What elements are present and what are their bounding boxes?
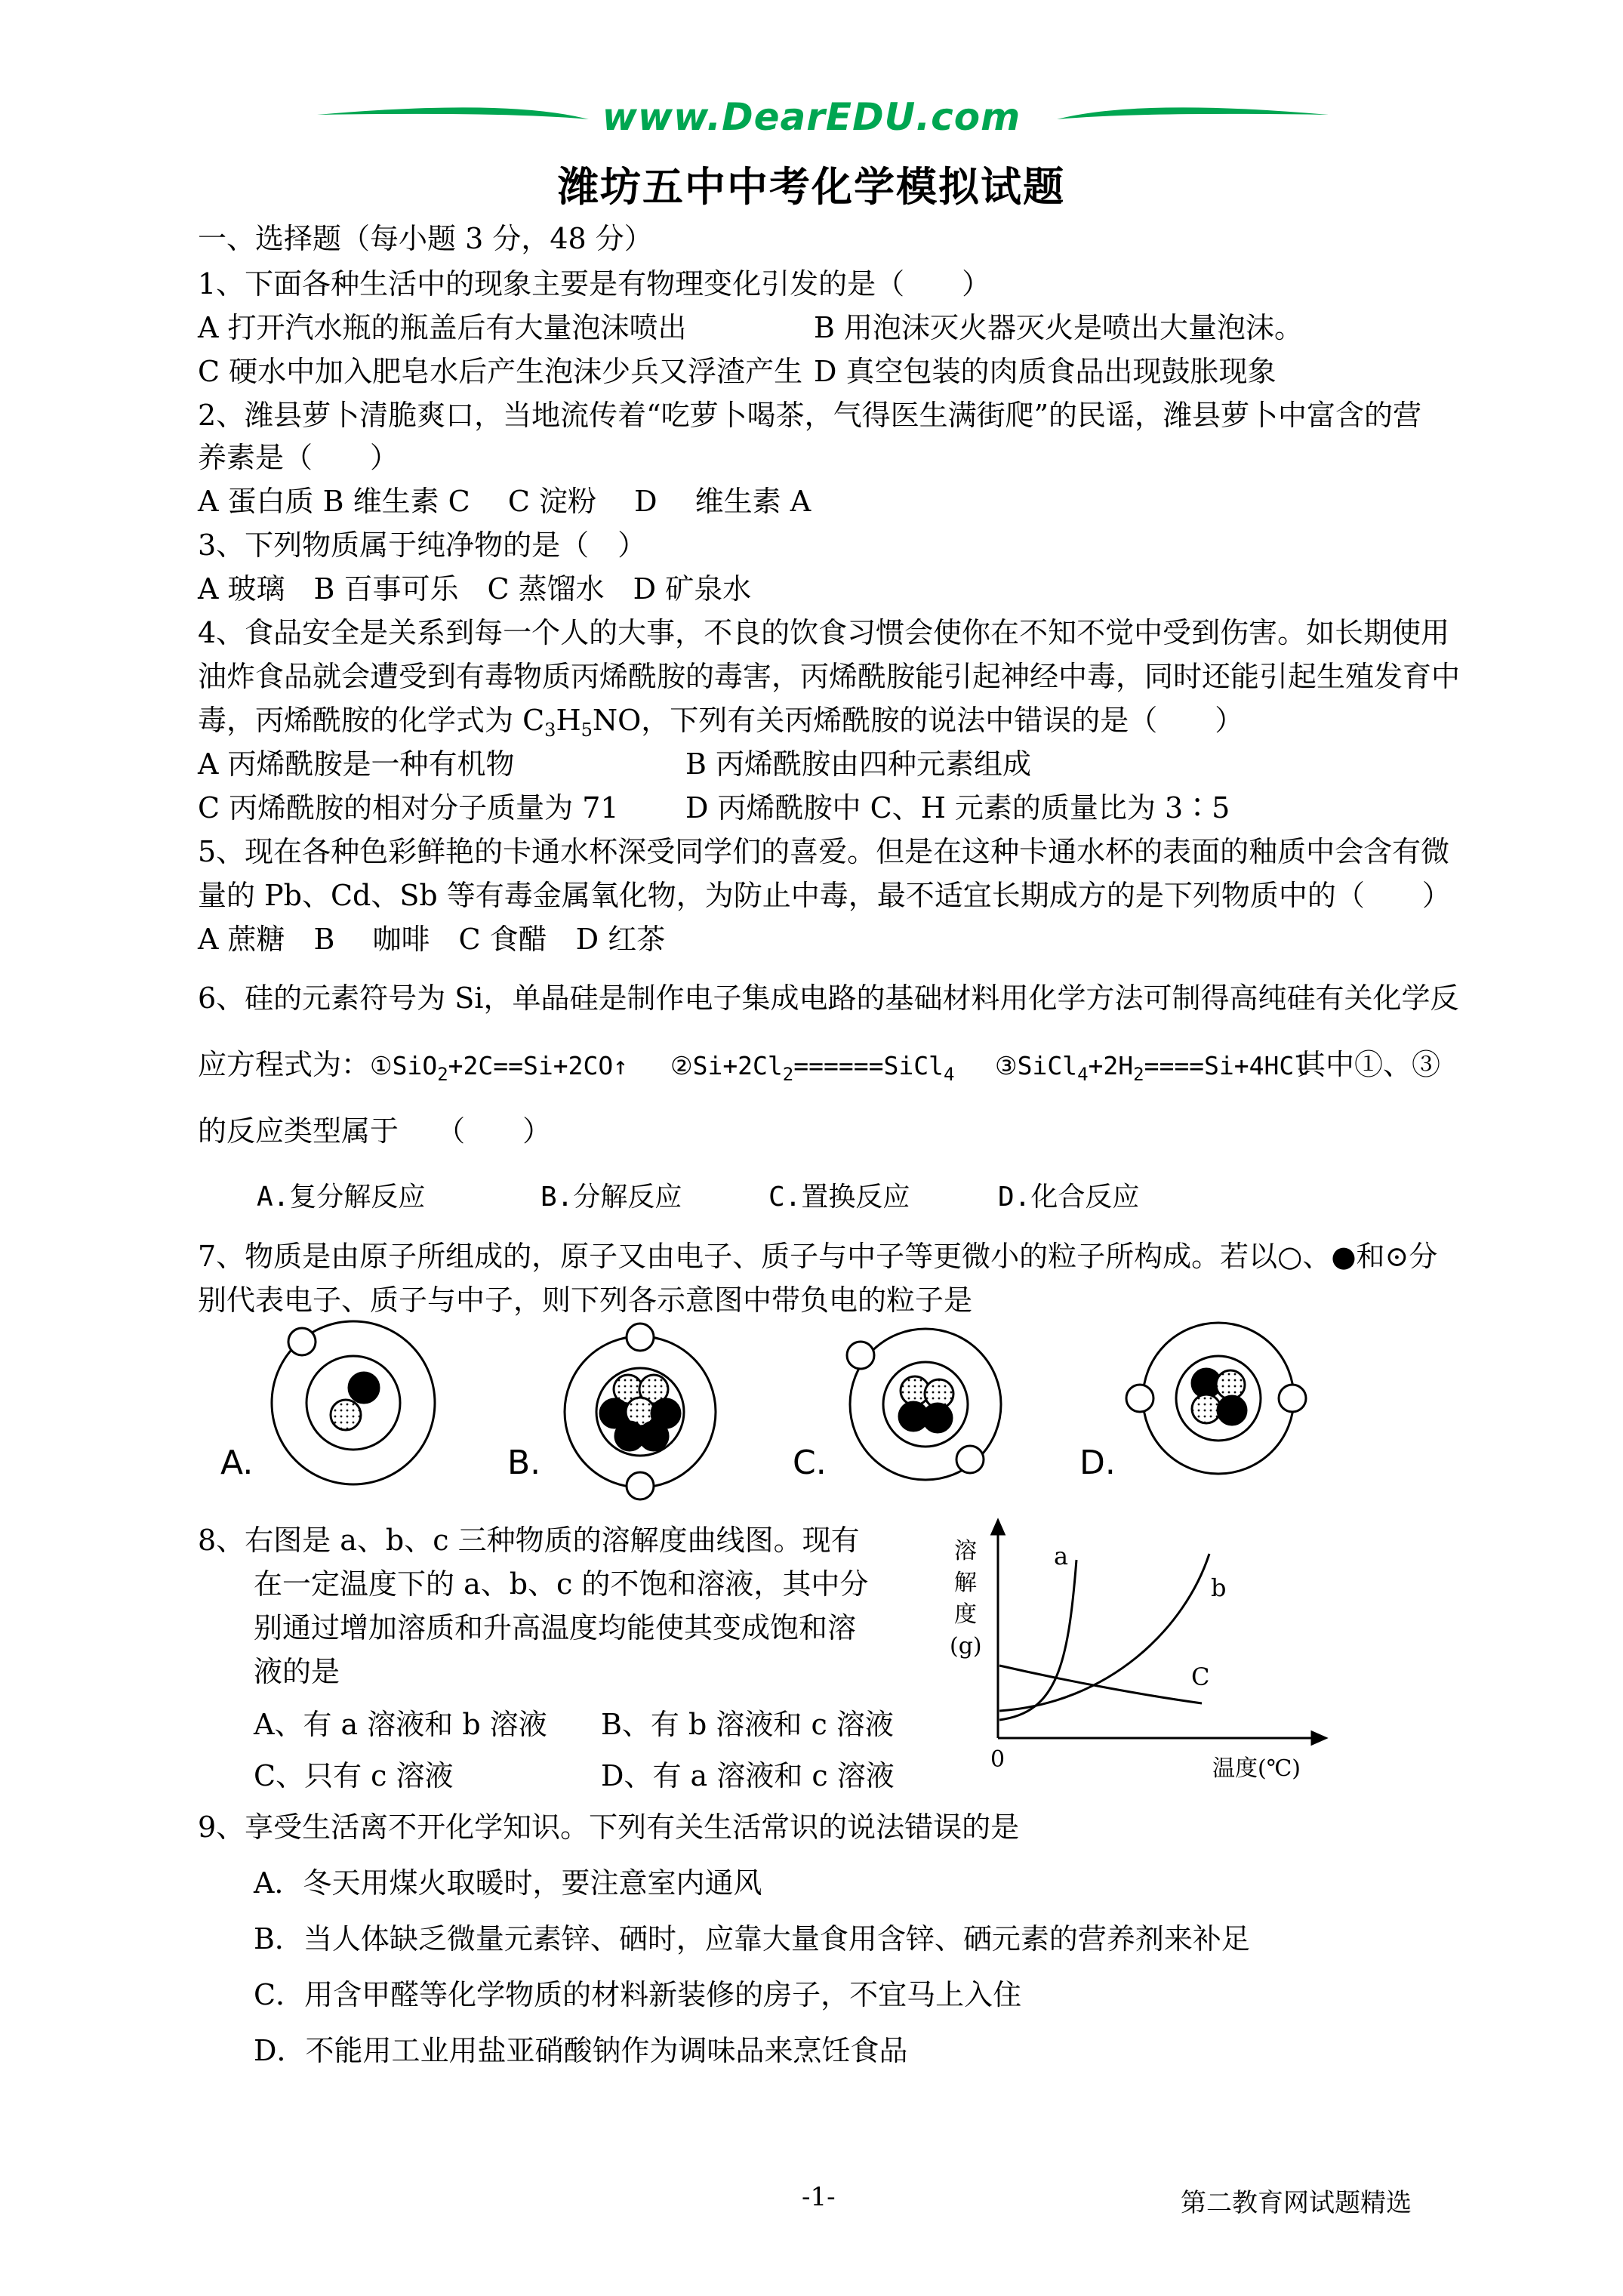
q4-option-d: D 丙烯酰胺中 C、H 元素的质量比为 3∶5 — [685, 791, 1230, 824]
origin-label: 0 — [990, 1746, 1006, 1773]
q9-option-c: C．用含甲醛等化学物质的材料新装修的房子，不宜马上入住 — [254, 1978, 1022, 2011]
q2-options: A 蛋白质 B 维生素 C C 淀粉 D 维生素 A — [198, 485, 812, 518]
atom-c — [847, 1329, 1001, 1480]
atom-label-d: D. — [1079, 1444, 1116, 1482]
series-b-label: b — [1211, 1573, 1227, 1602]
q2-stem-line2: 养素是（ ） — [198, 441, 399, 474]
section-heading: 一、选择题（每小题 3 分，48 分） — [198, 222, 653, 255]
q6-equation-lead: 应方程式为： — [198, 1048, 371, 1081]
x-axis-arrow — [1312, 1732, 1326, 1744]
q9-option-b: B．当人体缺乏微量元素锌、硒时，应靠大量食用含锌、硒元素的营养剂来补足 — [254, 1922, 1250, 1955]
q4-option-c: C 丙烯酰胺的相对分子质量为 71 — [198, 791, 619, 824]
atom-a-electron — [288, 1328, 316, 1355]
q1-stem: 1、下面各种生活中的现象主要是有物理变化引发的是（ ） — [198, 267, 991, 300]
q3-stem: 3、下列物质属于纯净物的是（ ） — [198, 529, 647, 562]
atom-d — [1126, 1323, 1306, 1474]
page-title: 潍坊五中中考化学模拟试题 — [558, 162, 1065, 211]
q8-option-b: B、有 b 溶液和 c 溶液 — [601, 1708, 894, 1741]
q6-option-a: A.复分解反应 — [257, 1182, 426, 1213]
q9-stem: 9、享受生活离不开化学知识。下列有关生活常识的说法错误的是 — [198, 1811, 1020, 1844]
q6-option-d: D.化合反应 — [998, 1182, 1140, 1213]
q8-option-a: A、有 a 溶液和 b 溶液 — [254, 1708, 547, 1741]
q7-stem-line2: 别代表电子、质子与中子，则下列各示意图中带负电的粒子是 — [198, 1284, 973, 1317]
q1-option-a: A 打开汽水瓶的瓶盖后有大量泡沫喷出 — [198, 311, 687, 344]
atom-label-a: A. — [220, 1444, 254, 1482]
q4-stem-line2: 油炸食品就会遭受到有毒物质丙烯酰胺的毒害，丙烯酰胺能引起神经中毒，同时还能引起生殖发育中 — [198, 660, 1461, 693]
q6-option-b: B.分解反应 — [540, 1182, 682, 1213]
atom-b-electron-top — [627, 1324, 654, 1351]
solubility-chart — [936, 1515, 1329, 1786]
series-a-label: a — [1054, 1542, 1069, 1570]
q9-option-d: D．不能用工业用盐亚硝酸钠作为调味品来烹饪食品 — [254, 2034, 908, 2067]
q8-stem-line4: 液的是 — [254, 1655, 340, 1688]
y-label-unit: (g) — [950, 1633, 982, 1660]
q5-stem-line1: 5、现在各种色彩鲜艳的卡通水杯深受同学们的喜爱。但是在这种卡通水杯的表面的釉质中会含有微 — [198, 835, 1450, 868]
series-c-label: C — [1191, 1663, 1210, 1691]
q8-option-d: D、有 a 溶液和 c 溶液 — [601, 1759, 895, 1792]
page-number: -1- — [802, 2182, 836, 2212]
atom-d-electron-right — [1279, 1385, 1306, 1412]
footer-source: 第二教育网试题精选 — [1181, 2188, 1412, 2218]
q6-equation-3: $③SiCl_4+2H_2====Si+4HCl$ — [995, 1051, 1310, 1085]
q9-option-a: A．冬天用煤火取暖时，要注意室内通风 — [254, 1866, 762, 1900]
q1-option-d: D 真空包装的肉质食品出现鼓胀现象 — [814, 355, 1277, 388]
q6-equation-2: $②Si+2Cl_2======SiCl_4$ — [670, 1051, 955, 1085]
q4-option-b: B 丙烯酰胺由四种元素组成 — [685, 747, 1032, 781]
atom-b — [565, 1324, 716, 1499]
atom-d-electron-left — [1126, 1385, 1153, 1412]
q4-stem-line1: 4、食品安全是关系到每一个人的大事，不良的饮食习惯会使你在不知不觉中受到伤害。如长期使用 — [198, 616, 1450, 649]
atom-a-neutron — [331, 1400, 361, 1430]
x-label: 温度(℃) — [1212, 1755, 1301, 1782]
q4-stem-line3: 毒，丙烯酰胺的化学式为 $C_3H_5NO$，下列有关丙烯酰胺的说法中错误的是（ ） — [198, 704, 1244, 741]
q3-options: A 玻璃 B 百事可乐 C 蒸馏水 D 矿泉水 — [198, 572, 752, 606]
atom-b-electron-bottom — [627, 1472, 654, 1499]
atom-c-electron-top — [847, 1342, 874, 1369]
q6-equation-tail: 其中①、③ — [1297, 1048, 1441, 1081]
atom-a-proton — [349, 1373, 379, 1403]
atom-a — [272, 1321, 435, 1484]
y-label-char-2: 解 — [954, 1570, 977, 1596]
q8-stem-line1: 8、右图是 a、b、c 三种物质的溶解度曲线图。现有 — [198, 1524, 860, 1557]
q4-option-a: A 丙烯酰胺是一种有机物 — [198, 747, 515, 781]
q1-option-b: B 用泡沫灭火器灭火是喷出大量泡沫。 — [814, 311, 1304, 344]
q8-stem-line3: 别通过增加溶质和升高温度均能使其变成饱和溶 — [254, 1611, 857, 1644]
q2-stem-line1: 2、潍县萝卜清脆爽口，当地流传着“吃萝卜喝茶，气得医生满街爬”的民谣，潍县萝卜中富含的营 — [198, 399, 1422, 432]
y-label-char-1: 溶 — [954, 1538, 977, 1564]
q8-option-c: C、只有 c 溶液 — [254, 1759, 454, 1792]
atom-c-electron-bottom — [956, 1446, 984, 1473]
q8-stem-line2: 在一定温度下的 a、b、c 的不饱和溶液，其中分 — [254, 1567, 869, 1601]
atom-label-c: C. — [793, 1444, 827, 1482]
q1-option-c: C 硬水中加入肥皂水后产生泡沫少兵又浮渣产生 — [198, 355, 803, 388]
q6-option-c: C.置换反应 — [768, 1182, 910, 1213]
q7-stem-line1: 7、物质是由原子所组成的，原子又由电子、质子与中子等更微小的粒子所构成。若以○、●和⊙分 — [198, 1240, 1438, 1273]
site-url: www.DearEDU.com — [602, 95, 1021, 139]
q6-stem-line1: 6、硅的元素符号为 Si，单晶硅是制作电子集成电路的基础材料用化学方法可制得高纯硅有关化学反 — [198, 982, 1459, 1015]
y-axis-arrow — [992, 1521, 1004, 1534]
y-label-char-3: 度 — [954, 1601, 977, 1628]
q6-equation-1: ①SiO$_2$+2C==Si+2CO↑ — [370, 1051, 629, 1085]
series-a-curve — [999, 1560, 1076, 1720]
q5-options: A 蔗糖 B 咖啡 C 食醋 D 红茶 — [198, 923, 666, 956]
series-c-curve — [999, 1666, 1202, 1703]
q5-stem-line2: 量的 Pb、Cd、Sb 等有毒金属氧化物，为防止中毒，最不适宜长期成方的是下列物质中的（ ） — [198, 879, 1451, 912]
q6-stem-line3: 的反应类型属于 （ ） — [198, 1114, 552, 1148]
atom-label-b: B. — [507, 1444, 541, 1482]
